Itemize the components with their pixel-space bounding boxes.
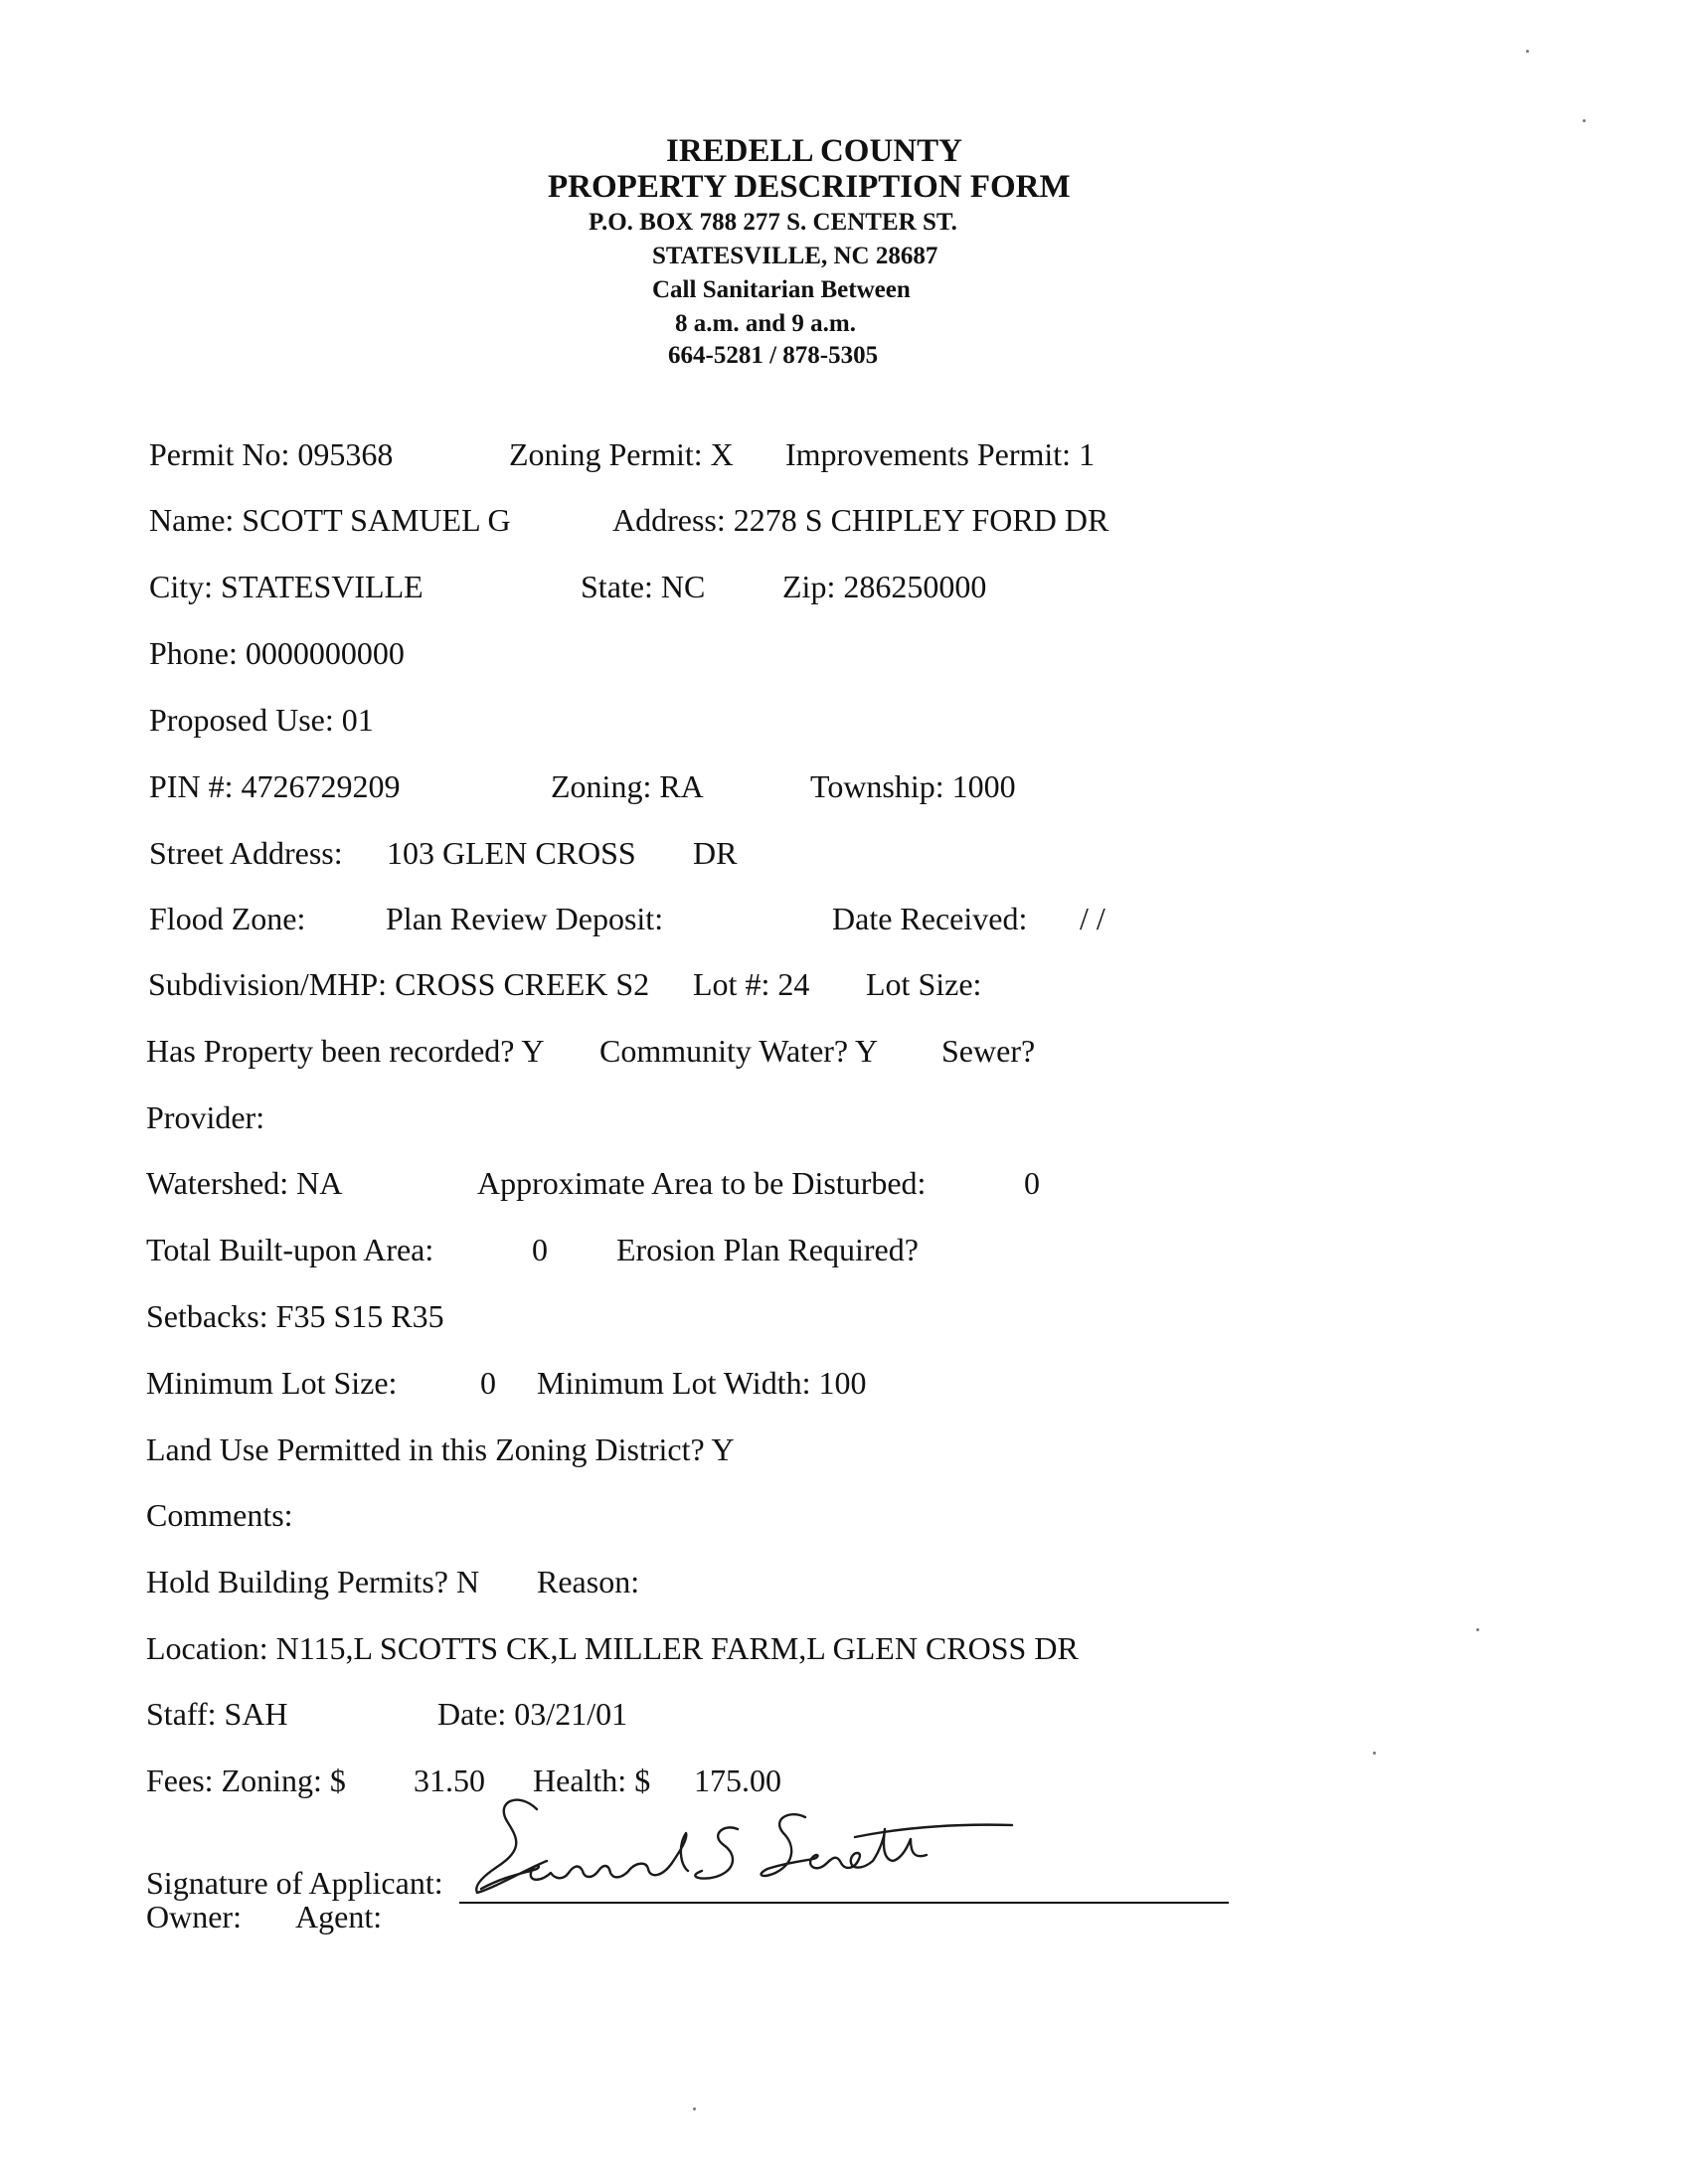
phone: Phone: 0000000000 bbox=[149, 635, 405, 671]
erosion-plan: Erosion Plan Required? bbox=[616, 1232, 919, 1267]
setbacks: Setbacks: F35 S15 R35 bbox=[146, 1298, 444, 1334]
zoning: Zoning: RA bbox=[551, 768, 704, 804]
proposed-use: Proposed Use: 01 bbox=[149, 702, 374, 738]
property-recorded: Has Property been recorded? Y bbox=[146, 1033, 545, 1069]
applicant-address: Address: 2278 S CHIPLEY FORD DR bbox=[612, 502, 1109, 538]
street-address-value: 103 GLEN CROSS bbox=[387, 835, 636, 871]
applicant-signature bbox=[467, 1789, 1024, 1909]
community-water: Community Water? Y bbox=[599, 1033, 879, 1069]
date-received: Date Received: bbox=[832, 901, 1028, 936]
call-hours: 8 a.m. and 9 a.m. bbox=[675, 310, 856, 337]
street-address-suffix: DR bbox=[693, 835, 738, 871]
plan-review-deposit: Plan Review Deposit: bbox=[386, 901, 664, 936]
state: State: NC bbox=[581, 569, 706, 604]
provider: Provider: bbox=[146, 1099, 265, 1135]
permit-number: Permit No: 095368 bbox=[149, 436, 394, 472]
flood-zone: Flood Zone: bbox=[149, 901, 306, 936]
city-address: STATESVILLE, NC 28687 bbox=[652, 243, 938, 269]
phone-numbers: 664-5281 / 878-5305 bbox=[668, 342, 879, 369]
zip: Zip: 286250000 bbox=[782, 569, 987, 604]
hold-building-permits: Hold Building Permits? N bbox=[146, 1564, 480, 1599]
scan-speck bbox=[1583, 119, 1586, 122]
date-received-value: / / bbox=[1080, 901, 1105, 936]
min-lot-size: Minimum Lot Size: bbox=[146, 1365, 398, 1401]
city: City: STATESVILLE bbox=[149, 569, 424, 604]
comments: Comments: bbox=[146, 1497, 293, 1533]
mailing-address: P.O. BOX 788 277 S. CENTER ST. bbox=[589, 209, 957, 236]
sewer: Sewer? bbox=[941, 1033, 1036, 1069]
improvements-permit: Improvements Permit: 1 bbox=[785, 436, 1096, 472]
form-title: PROPERTY DESCRIPTION FORM bbox=[548, 169, 1071, 205]
call-instructions: Call Sanitarian Between bbox=[652, 276, 911, 303]
agent: Agent: bbox=[295, 1899, 383, 1934]
scan-speck bbox=[1373, 1752, 1376, 1755]
built-upon-value: 0 bbox=[532, 1232, 548, 1267]
scan-speck bbox=[1476, 1628, 1479, 1631]
fees-zoning: Fees: Zoning: $ bbox=[146, 1763, 346, 1798]
pin-number: PIN #: 4726729209 bbox=[149, 768, 401, 804]
date: Date: 03/21/01 bbox=[437, 1696, 628, 1732]
applicant-name: Name: SCOTT SAMUEL G bbox=[149, 502, 511, 538]
fees-zoning-value: 31.50 bbox=[414, 1763, 485, 1798]
fees-health-value: 175.00 bbox=[694, 1763, 781, 1798]
signature-label: Signature of Applicant: bbox=[146, 1865, 443, 1901]
built-upon-area: Total Built-upon Area: bbox=[146, 1232, 434, 1267]
area-disturbed: Approximate Area to be Disturbed: bbox=[477, 1165, 927, 1201]
street-address-label: Street Address: bbox=[149, 835, 343, 871]
subdivision: Subdivision/MHP: CROSS CREEK S2 bbox=[148, 966, 650, 1002]
min-lot-size-value: 0 bbox=[480, 1365, 496, 1401]
watershed: Watershed: NA bbox=[146, 1165, 343, 1201]
lot-size: Lot Size: bbox=[866, 966, 982, 1002]
scan-speck bbox=[1526, 50, 1529, 53]
county-title: IREDELL COUNTY bbox=[666, 133, 962, 169]
scan-speck bbox=[693, 2107, 696, 2110]
lot-number: Lot #: 24 bbox=[693, 966, 810, 1002]
reason: Reason: bbox=[537, 1564, 640, 1599]
zoning-permit: Zoning Permit: X bbox=[509, 436, 734, 472]
fees-health: Health: $ bbox=[533, 1763, 651, 1798]
owner: Owner: bbox=[146, 1899, 242, 1934]
staff: Staff: SAH bbox=[146, 1696, 288, 1732]
land-use-permitted: Land Use Permitted in this Zoning District? Y bbox=[146, 1431, 735, 1467]
area-disturbed-value: 0 bbox=[1024, 1165, 1040, 1201]
township: Township: 1000 bbox=[810, 768, 1016, 804]
location: Location: N115,L SCOTTS CK,L MILLER FARM,L GLEN CROSS DR bbox=[146, 1630, 1079, 1666]
min-lot-width: Minimum Lot Width: 100 bbox=[537, 1365, 867, 1401]
